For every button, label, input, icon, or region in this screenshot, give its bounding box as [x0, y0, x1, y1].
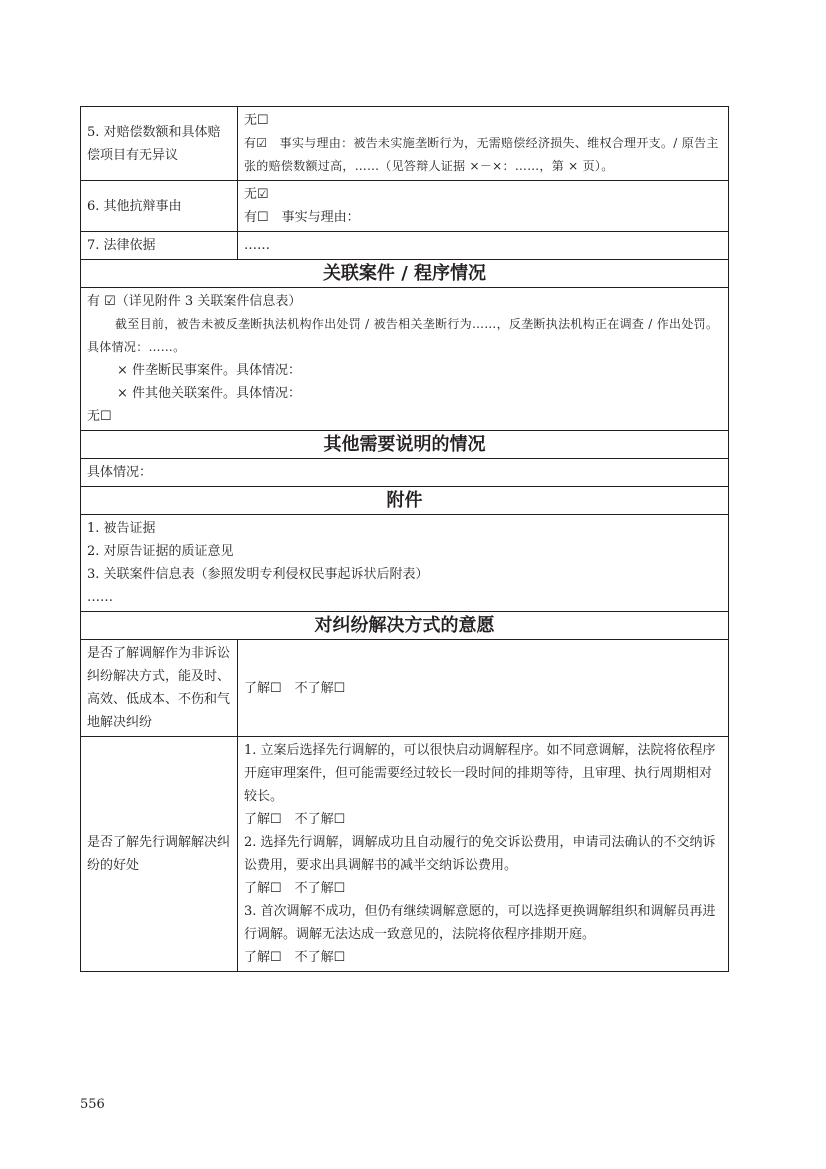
row-other-defense — [81, 181, 729, 232]
section-title: 附件 — [81, 487, 729, 515]
row-content — [238, 181, 729, 232]
list-item: 1. 被告证据 — [87, 521, 156, 536]
related-none-option: 无☐ — [87, 409, 112, 424]
row-legal-basis — [81, 232, 729, 260]
other-content-row — [81, 459, 729, 487]
option-yes-reason: 有☑ 事实与理由：被告未实施垄断行为，无需赔偿经济损失、维权合理开支。/ 原告主张的赔偿数额过高，……（见答辩人证据 ×－×：……，第 × 页）。 — [244, 136, 719, 173]
attachments-list — [81, 515, 729, 612]
row-label: 5. 对赔偿数额和具体赔偿项目有无异议 — [81, 107, 238, 181]
related-item-antitrust: × 件垄断民事案件。具体情况： — [117, 363, 302, 378]
benefit-answer: 了解☐ 不了解☐ — [244, 881, 346, 896]
section-header-other — [81, 431, 729, 459]
option-none: 无☑ — [244, 187, 269, 202]
row-pre-mediation-benefits — [81, 737, 729, 972]
related-item-other: × 件其他关联案件。具体情况： — [117, 386, 302, 401]
benefit-paragraph: 3. 首次调解不成功，但仍有继续调解意愿的，可以选择更换调解组织和调解员再进行调解。调解无法达成一致意见的，法院将依程序排期开庭。 — [244, 904, 716, 942]
section-title: 关联案件 / 程序情况 — [81, 260, 729, 288]
related-yes-option: 有 ☑（详见附件 3 关联案件信息表） — [87, 294, 302, 309]
row-answer: 了解☐ 不了解☐ — [238, 640, 729, 737]
row-label: 6. 其他抗辩事由 — [81, 181, 238, 232]
option-yes-reason: 有☐ 事实与理由： — [244, 210, 360, 225]
benefit-answer: 了解☐ 不了解☐ — [244, 812, 346, 827]
related-paragraph: 截至目前，被告未被反垄断执法机构作出处罚 / 被告相关垄断行为……，反垄断执法机构正在调查 / 作出处罚。具体情况：……。 — [87, 317, 719, 354]
row-label: 是否了解先行调解解决纠纷的好处 — [81, 737, 238, 972]
row-content — [238, 107, 729, 181]
row-label: 是否了解调解作为非诉讼纠纷解决方式，能及时、高效、低成本、不伤和气地解决纠纷 — [81, 640, 238, 737]
row-compensation-objection — [81, 107, 729, 181]
list-item: …… — [87, 590, 113, 605]
section-header-related — [81, 260, 729, 288]
list-item: 2. 对原告证据的质证意见 — [87, 544, 234, 559]
section-header-attachments — [81, 487, 729, 515]
benefit-paragraph: 2. 选择先行调解，调解成功且自动履行的免交诉讼费用，申请司法确认的不交纳诉讼费用，要求出具调解书的减半交纳诉讼费用。 — [244, 835, 716, 873]
related-content-row — [81, 288, 729, 431]
section-header-intent — [81, 612, 729, 640]
benefit-answer: 了解☐ 不了解☐ — [244, 950, 346, 965]
section-title: 对纠纷解决方式的意愿 — [81, 612, 729, 640]
row-label: 7. 法律依据 — [81, 232, 238, 260]
section-title: 其他需要说明的情况 — [81, 431, 729, 459]
option-none: 无☐ — [244, 113, 269, 128]
benefit-paragraph: 1. 立案后选择先行调解的，可以很快启动调解程序。如不同意调解，法院将依程序开庭审理案件，但可能需要经过较长一段时间的排期等待，且审理、执行周期相对较长。 — [244, 743, 716, 804]
form-table — [80, 106, 729, 972]
row-mediation-awareness — [81, 640, 729, 737]
row-value: …… — [238, 232, 729, 260]
page-number: 556 — [80, 1097, 105, 1112]
list-item: 3. 关联案件信息表（参照发明专利侵权民事起诉状后附表） — [87, 567, 429, 582]
other-details: 具体情况： — [81, 459, 729, 487]
related-content — [81, 288, 729, 431]
attachments-content-row — [81, 515, 729, 612]
row-content — [238, 737, 729, 972]
